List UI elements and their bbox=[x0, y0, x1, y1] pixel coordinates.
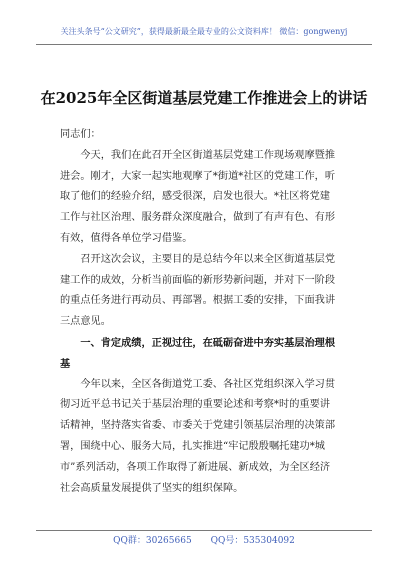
header-divider bbox=[36, 44, 372, 45]
qq-account-number: QQ号：535304092 bbox=[210, 536, 295, 546]
footer-divider bbox=[36, 530, 372, 531]
body-line: 同志们： bbox=[60, 129, 101, 140]
body-line: 有效，值得各单位学习借鉴。 bbox=[60, 232, 193, 244]
header-promo-note: 关注头条号“公文研究”，获得最新最全最专业的公文资料库！ 微信：gongwenyj bbox=[60, 27, 348, 36]
section-heading-line: 一、肯定成绩，正视过往，在砥砺奋进中夯实基层治理根 bbox=[60, 336, 336, 349]
qq-group-number: QQ群：30265665 bbox=[113, 536, 192, 546]
footer-contacts bbox=[0, 535, 408, 547]
document-body bbox=[60, 125, 350, 499]
body-line: 工作与社区治理、服务群众深度融合，做到了有声有色、有形 bbox=[60, 212, 336, 224]
body-line: 召开这次会议，主要目的是总结今年以来全区街道基层党 bbox=[60, 253, 336, 265]
body-line: 进会。刚才，大家一起实地观摩了*街道*社区的党建工作，听 bbox=[60, 170, 336, 182]
body-line: 今年以来，全区各街道党工委、各社区党组织深入学习贯 bbox=[60, 378, 336, 390]
body-line: 的重点任务进行再动员、再部署。根据工委的安排，下面我讲 bbox=[60, 295, 336, 307]
body-line: 三点意见。 bbox=[60, 316, 111, 328]
body-line: 建工作的成效，分析当前面临的新形势新问题，并对下一阶段 bbox=[60, 274, 336, 286]
body-line: 取了他们的经验介绍，感受很深，启发也很大。*社区将党建 bbox=[60, 191, 330, 203]
body-line: 市”系列活动，各项工作取得了新进展、新成效，为全区经济 bbox=[60, 461, 331, 473]
body-line: 今天，我们在此召开全区街道基层党建工作现场观摩暨推 bbox=[60, 149, 336, 161]
body-line: 署，围绕中心、服务大局，扎实推进“牢记殷殷嘱托建功*城 bbox=[60, 440, 325, 452]
body-line: 彻习近平总书记关于基层治理的重要论述和考察*时的重要讲 bbox=[60, 399, 330, 411]
document-title: 在2025年全区街道基层党建工作推进会上的讲话 bbox=[40, 89, 368, 107]
body-line: 社会高质量发展提供了坚实的组织保障。 bbox=[60, 482, 244, 494]
section-heading-line: 基 bbox=[60, 357, 71, 370]
body-line: 话精神，坚持落实省委、市委关于党建引领基层治理的决策部 bbox=[60, 420, 336, 432]
